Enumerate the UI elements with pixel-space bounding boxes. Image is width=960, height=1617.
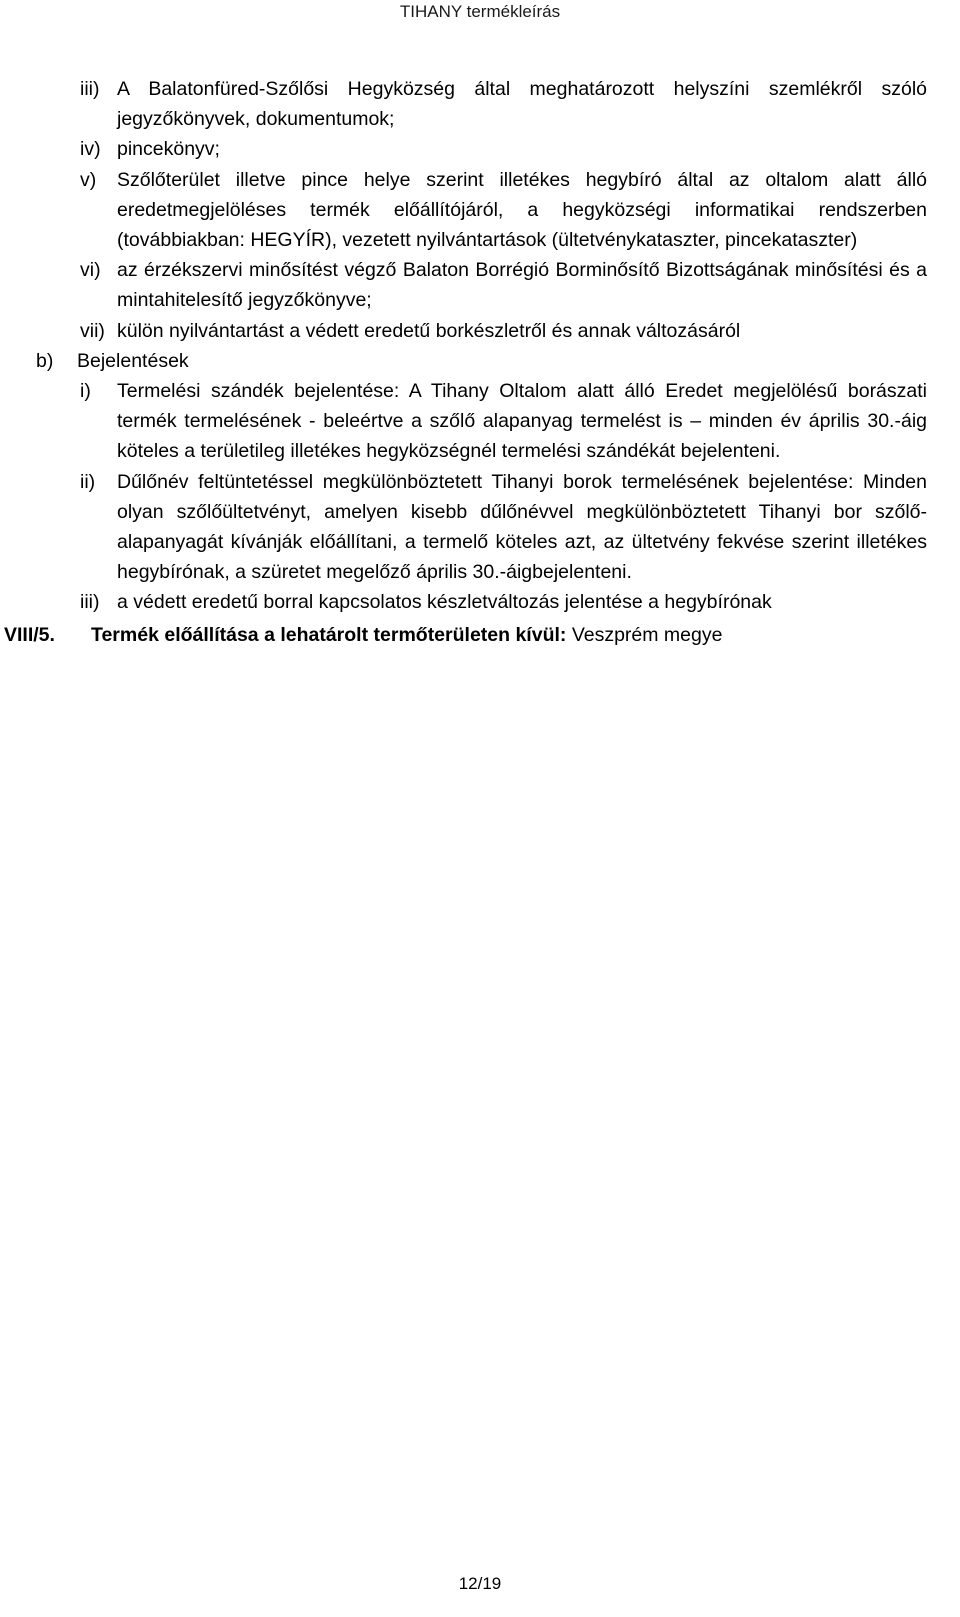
page-number: 12/19 (458, 1574, 502, 1593)
list-item-number: iii) (80, 591, 100, 614)
section-b-number: b) (36, 349, 54, 372)
list-item (0, 376, 960, 467)
document-body (0, 74, 960, 650)
list-item-number: iii) (80, 78, 100, 100)
list-item-number: v) (80, 168, 97, 191)
list-item (0, 467, 960, 588)
section-title: Termék előállítása a lehatárolt termőterületen kívül: (91, 623, 567, 646)
list-item-number: iv) (80, 138, 101, 161)
list-item-text: Szőlőterület illetve pince helye szerint illetékes hegybíró által az oltalom alatt álló eredetmegjelöléses termék előállítójáról, a hegyközségi informatikai rendszerben (továbbiakban: HEGYÍR), vezetett nyilvántartások (ültetvénykataszter, pincekataszter) (117, 168, 927, 252)
list-item (0, 587, 960, 617)
page-header: TIHANY termékleírás (399, 2, 561, 21)
list-item-text: Dűlőnév feltüntetéssel megkülönböztetett Tihanyi borok termelésének bejelentése: Minden olyan szőlőültetvényt, amelyen kisebb dűlőnévvel megkülönböztetett Tihanyi bor szőlő-alapanyagát kívánják előállítani, a termelő köteles azt, az ültetvény fekvése szerint illetékes hegybírónak, a szüretet megelőző április 30.-áigbejelenteni. (117, 470, 927, 584)
list-item-text: a védett eredetű borral kapcsolatos készletváltozás jelentése a hegybírónak (117, 591, 772, 614)
section-viii5 (0, 620, 960, 650)
list-item (0, 134, 960, 164)
section-line (91, 620, 927, 650)
list-item-text: az érzékszervi minősítést végző Balaton Borrégió Borminősítő Bizottságának minősítési és a mintahitelesítő jegyzőkönyve; (117, 259, 927, 312)
section-b-heading (0, 346, 960, 376)
list-item (0, 316, 960, 346)
list-item-text: Termelési szándék bejelentése: A Tihany Oltalom alatt álló Eredet megjelölésű borászati termék termelésének - beleértve a szőlő alapanyag termelést is – minden év április 30.-áig köteles a területileg illetékes hegyközségnél termelési szándékát bejelenteni. (117, 380, 927, 463)
list-item (0, 255, 960, 315)
list-item (0, 165, 960, 256)
list-item-text: külön nyilvántartást a védett eredetű borkészletről és annak változásáról (117, 319, 741, 342)
list-item-number: vii) (80, 319, 105, 342)
list-item-text: A Balatonfüred-Szőlősi Hegyközség által meghatározott helyszíni szemlékről szóló jegyzőkönyvek, dokumentumok; (117, 78, 927, 131)
list-item-number: vi) (80, 259, 101, 282)
list-item (0, 74, 960, 134)
section-value: Veszprém megye (571, 623, 723, 646)
list-item-text: pincekönyv; (117, 138, 220, 161)
list-item-number: i) (80, 380, 91, 403)
section-b-title: Bejelentések (77, 349, 189, 372)
section-number: VIII/5. (4, 623, 55, 646)
list-item-number: ii) (80, 470, 96, 493)
